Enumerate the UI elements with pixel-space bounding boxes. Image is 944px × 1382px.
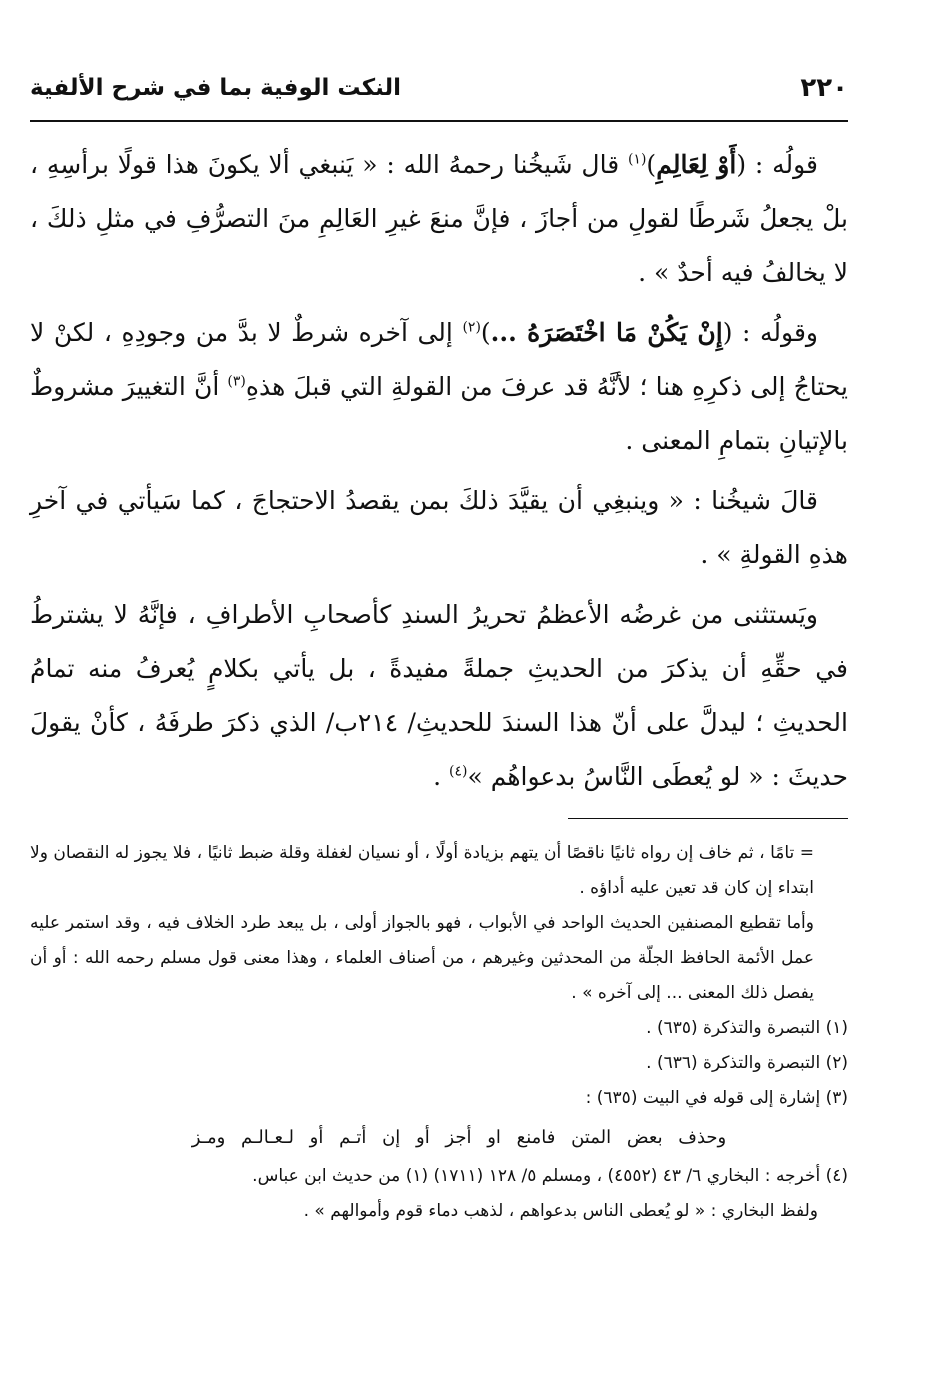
footnote-4-text: ولفظ البخاري : « لو يُعطى الناس بدعواهم ، لذهب دماء قوم وأموالهم » .	[303, 1201, 818, 1221]
paragraph-2: وقولُه : (إِنْ يَكُنْ مَا اخْتَصَرَهُ ...)$^{(٢)}$ إلى آخره شرطٌ لا بدَّ من وجودِهِ ، لكنْ لا يحتاجُ إلى ذكرِهِ هنا ؛ لأنَّهُ قد عرفَ من القولةِ التي قبلَ هذهِ$^{(٣)}$ أنَّ التغييرَ مشروطٌ بالإتيانِ بتمامِ المعنى .	[30, 318, 848, 455]
paragraph-3: قالَ شيخُنا : « وينبغِي أن يقيَّدَ ذلكَ بمن يقصدُ الاحتجاجَ ، كما سَيأتي في آخرِ هذهِ القولةِ » .	[30, 486, 848, 569]
footnote-ref: (٢)	[462, 319, 481, 336]
footnote-verse: وحذف بعض المتن فامنع او أجز أو إن أتـم أو لـعـالـم ومـز	[191, 1127, 727, 1148]
page-header	[30, 72, 848, 116]
footnote-ref: (٤)	[448, 763, 468, 780]
footnote-ref: (١)	[627, 151, 647, 168]
quoted-verse: إِنْ يَكُنْ مَا اخْتَصَرَهُ ...	[490, 318, 723, 347]
footnote-1: (١) التبصرة والتذكرة (٦٣٥) .	[646, 1018, 848, 1038]
main-text	[30, 138, 848, 810]
header-rule	[30, 120, 848, 122]
page-number: ٢٢٠	[800, 73, 848, 103]
footnote-ref: (٣)	[227, 373, 246, 390]
paragraph-1: قولُه : (أَوْ لِعَالِمِ)$^{(١)}$ قال شَيخُنا رحمهُ الله : « يَنبغي ألا يكونَ هذا قولًا برأسِهِ ، بلْ يجعلُ شَرطًا لقولِ من أجازَ ، فإنَّ منعَ غيرِ العَالِمِ منَ التصرُّفِ في مثلِ ذلكَ ، لا يخالفُ فيه أحدٌ » .	[30, 150, 848, 287]
footnote-2: (٢) التبصرة والتذكرة (٦٣٦) .	[646, 1053, 848, 1073]
footnote-3: (٣) إشارة إلى قوله في البيت (٦٣٥) :	[585, 1088, 848, 1108]
paragraph-4: ويَستثنى من غرضُه الأعظمُ تحريرُ السندِ كأصحابِ الأطرافِ ، فإنَّهُ لا يشترطُ في حقِّهِ أن يذكرَ من الحديثِ جملةً مفيدةً ، بل يأتي بكلامٍ يُعرفُ منه تمامُ الحديثِ ؛ ليدلَّ على أنّ هذا السندَ للحديثِ/ ٢١٤ب/ الذي ذكرَ طرفَهُ ، كأنْ يقولَ حديثَ : « لو يُعطَى النَّاسُ بدعواهُم »$^{(٤)}$ .	[30, 600, 848, 791]
running-title: النكت الوفية بما في شرح الألفية	[30, 75, 402, 101]
footnote-continuation: وأما تقطيع المصنفين الحديث الواحد في الأبواب ، فهو بالجواز أولى ، بل يبعد طرد الخلاف فيه ، وقد استمر عليه عمل الأئمة الحافظ الجلّة من المحدثين وغيرهم ، من أصناف العلماء ، وهذا معنى قول مسلم رحمه الله : أو أن يفصل ذلك المعنى ... إلى آخره » .	[30, 913, 814, 1003]
quoted-verse: أَوْ لِعَالِمِ	[656, 150, 737, 179]
footnote-separator	[568, 818, 848, 819]
footnote-continuation: = تامًا ، ثم خاف إن رواه ثانيًا ناقصًا أن يتهم بزيادة أولًا ، أو نسيان لغفلة وقلة ضبط ثانيًا ، فلا يجوز له النقصان ولا ابتداء إن كان قد تعين عليه أداؤه .	[30, 843, 814, 898]
footnote-4: (٤) أخرجه : البخاري ٦/ ٤٣ (٤٥٥٢) ، ومسلم ٥/ ١٢٨ (١٧١١) (١) من حديث ابن عباس.	[252, 1166, 848, 1186]
footnotes	[30, 836, 848, 1229]
